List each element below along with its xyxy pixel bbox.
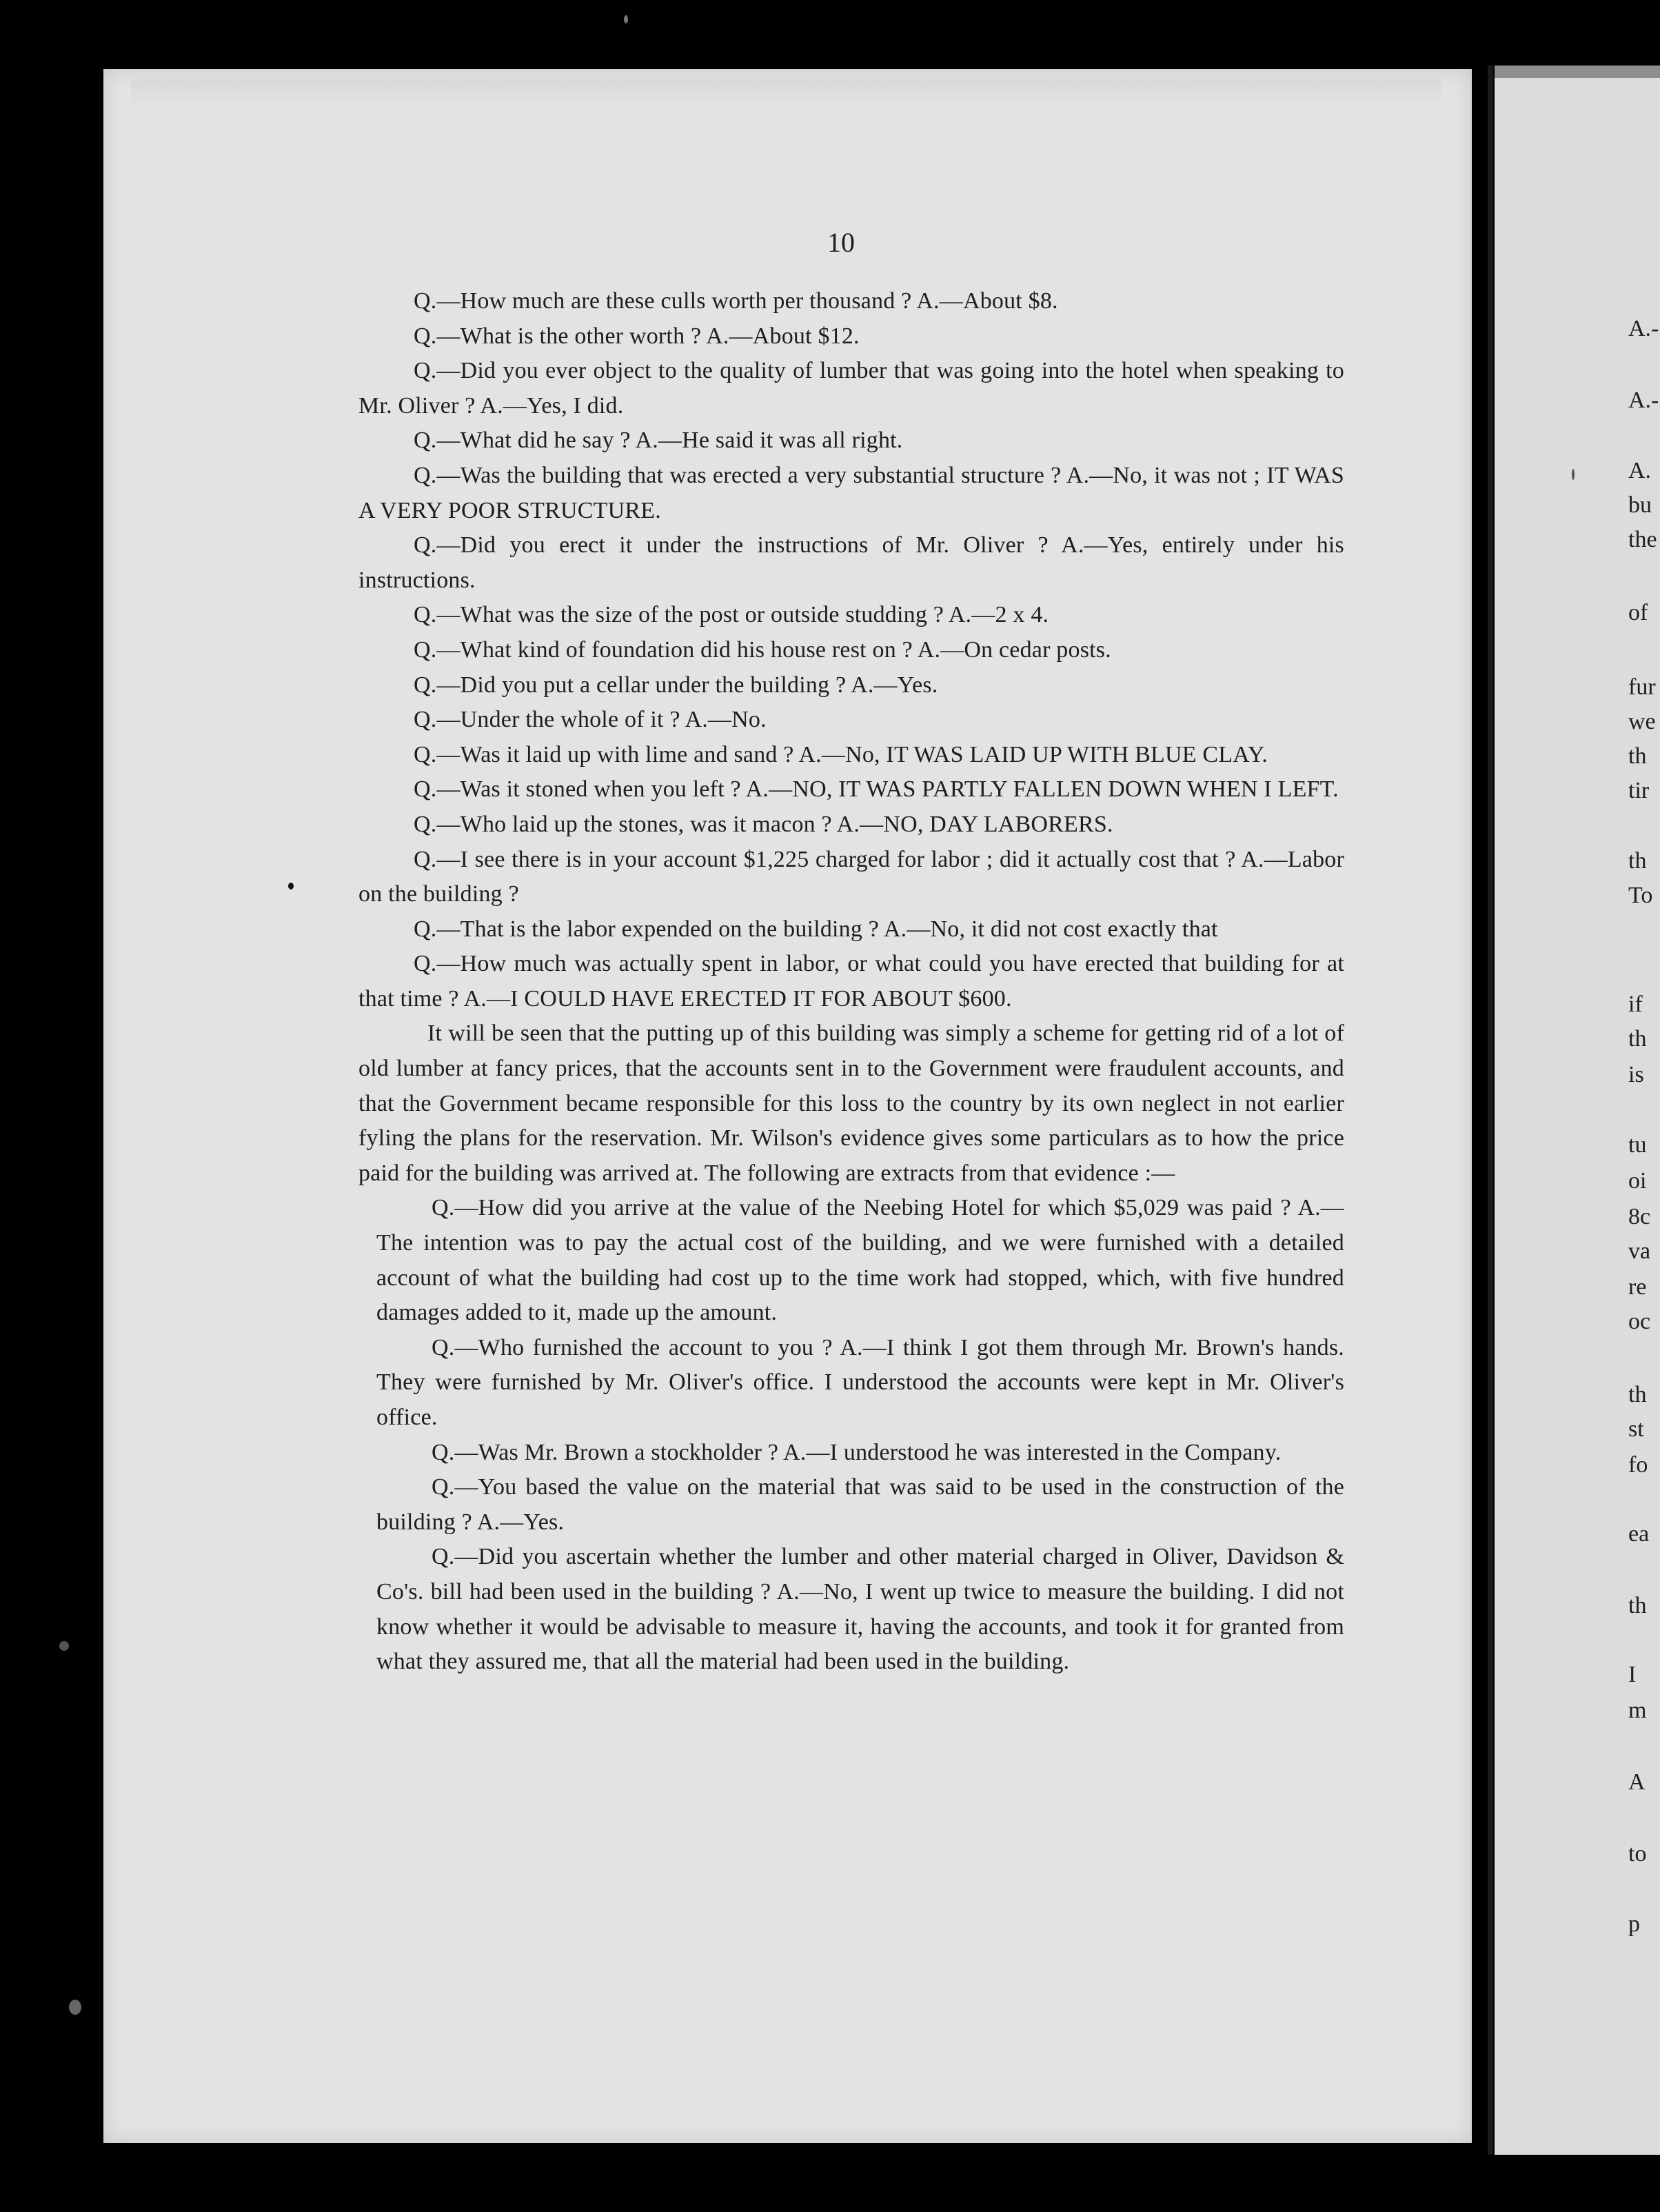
adjacent-page-fragment: we: [1628, 709, 1656, 734]
page-number: 10: [827, 227, 855, 258]
adjacent-page-fragment: is: [1628, 1062, 1644, 1087]
adjacent-page-fragment: bu: [1628, 492, 1652, 518]
adjacent-page-fragment: st: [1628, 1416, 1644, 1442]
qa-paragraph: Q.—Was the building that was erected a very substantial structure ? A.—No, it was not ; IT WAS A VERY POOR STRUCTURE.: [358, 462, 1344, 523]
page-gutter-divider: [1488, 66, 1493, 2155]
evidence-extract-paragraph: Q.—Did you ascertain whether the lumber and other material charged in Oliver, Davidson & Co's. bill had been used in the building ? A.—No, I went up twice to measure the building. I did not know whether it would be advisable to measure it, having the accounts, and took it for granted from what they assured me, that all the material had been used in the building.: [376, 1544, 1344, 1675]
evidence-extract-paragraph: Q.—How did you arrive at the value of the Neebing Hotel for which $5,029 was paid ? A.—The intention was to pay the actual cost of the building, and we were furnished with a detailed account of what the building had cost up to the time work had stopped, which, with five hundred damages added to it, made up the amount.: [376, 1195, 1344, 1326]
qa-paragraph: Q.—What is the other worth ? A.—About $12.: [414, 323, 860, 349]
qa-paragraph: Q.—What kind of foundation did his house rest on ? A.—On cedar posts.: [414, 636, 1111, 663]
adjacent-page-top-edge: [1495, 66, 1660, 78]
qa-paragraph: Q.—That is the labor expended on the building ? A.—No, it did not cost exactly that: [414, 916, 1218, 942]
qa-paragraph: Q.—Who laid up the stones, was it macon ? A.—NO, DAY LABORERS.: [414, 811, 1113, 837]
adjacent-page-fragment: To: [1628, 883, 1653, 908]
qa-paragraph: Q.—Under the whole of it ? A.—No.: [414, 707, 767, 733]
adjacent-page-fragment: fo: [1628, 1452, 1648, 1478]
qa-paragraph: Q.—Did you put a cellar under the building ? A.—Yes.: [414, 672, 938, 698]
narrative-paragraph: It will be seen that the putting up of this building was simply a scheme for getting rid of a lot of old lumber at fancy prices, that the accounts sent in to the Government were fraudulent accounts, and that the Government became responsible for this loss to the country by its own neglect in not earlier fyling the plans for the reservation. Mr. Wilson's evidence gives some particulars as to how the price paid for the building was arrived at. The following are extracts from that evidence :—: [358, 1020, 1344, 1186]
scan-speck: [624, 15, 628, 23]
adjacent-page-fragment: A.: [1628, 458, 1652, 483]
adjacent-page-fragment: A: [1628, 1769, 1646, 1795]
adjacent-page-fragment: I: [1628, 1662, 1637, 1687]
adjacent-page-fragment: th: [1628, 743, 1647, 769]
qa-paragraph: Q.—Did you erect it under the instructions of Mr. Oliver ? A.—Yes, entirely under his instructions.: [358, 532, 1344, 593]
adjacent-page-fragment: oc: [1628, 1309, 1651, 1334]
qa-paragraph: Q.—Did you ever object to the quality of lumber that was going into the hotel when speaking to Mr. Oliver ? A.—Yes, I did.: [358, 358, 1344, 419]
adjacent-page-fragment: th: [1628, 848, 1647, 874]
adjacent-page-fragment: the: [1628, 527, 1657, 552]
scan-speck: [59, 1641, 69, 1651]
qa-paragraph: Q.—Was it stoned when you left ? A.—NO, IT WAS PARTLY FALLEN DOWN WHEN I LEFT.: [414, 776, 1339, 803]
qa-paragraph: Q.—How much was actually spent in labor, or what could you have erected that building for at that time ? A.—I COULD HAVE ERECTED IT FOR ABOUT $600.: [358, 951, 1344, 1012]
evidence-extract-paragraph: Q.—You based the value on the material that was said to be used in the construction of the building ? A.—Yes.: [376, 1474, 1344, 1535]
adjacent-page-fragment: A.-: [1628, 316, 1659, 341]
qa-paragraph: Q.—What was the size of the post or outside studding ? A.—2 x 4.: [414, 602, 1049, 628]
adjacent-page-fragment: th: [1628, 1593, 1647, 1618]
adjacent-page-fragment: A.-: [1628, 388, 1659, 413]
scan-speck: [69, 2000, 81, 2015]
adjacent-page-fragment: th: [1628, 1382, 1647, 1407]
qa-paragraph: Q.—What did he say ? A.—He said it was all right.: [414, 428, 903, 454]
qa-paragraph: Q.—I see there is in your account $1,225 charged for labor ; did it actually cost that ? A.—Labor on the building ?: [358, 846, 1344, 907]
adjacent-page-fragment: p: [1628, 1911, 1640, 1937]
adjacent-page-fragment: m: [1628, 1698, 1647, 1723]
adjacent-page-fragment: va: [1628, 1238, 1651, 1264]
scan-speck: [1572, 469, 1575, 480]
adjacent-page-fragment: oi: [1628, 1168, 1647, 1194]
margin-ink-mark: [288, 883, 294, 889]
adjacent-page-fragment: to: [1628, 1841, 1647, 1867]
adjacent-page-fragment: th: [1628, 1026, 1647, 1052]
evidence-extract-paragraph: Q.—Was Mr. Brown a stockholder ? A.—I understood he was interested in the Company.: [432, 1439, 1282, 1465]
adjacent-page-fragment: fur: [1628, 674, 1656, 700]
page-body-text: [358, 284, 1344, 1680]
adjacent-page-fragment: tu: [1628, 1132, 1647, 1158]
adjacent-page-fragment: re: [1628, 1274, 1647, 1300]
adjacent-page-fragment: ea: [1628, 1521, 1650, 1547]
adjacent-page-fragment: if: [1628, 992, 1643, 1017]
qa-paragraph: Q.—How much are these culls worth per thousand ? A.—About $8.: [414, 288, 1058, 314]
evidence-extract-paragraph: Q.—Who furnished the account to you ? A.—I think I got them through Mr. Brown's hands. They were furnished by Mr. Oliver's office. I understood the accounts were kept in Mr. Oliver's office.: [376, 1334, 1344, 1430]
adjacent-page-fragment: of: [1628, 600, 1648, 625]
qa-paragraph: Q.—Was it laid up with lime and sand ? A.—No, IT WAS LAID UP WITH BLUE CLAY.: [414, 741, 1268, 767]
adjacent-page-fragment: tir: [1628, 778, 1650, 803]
page-edge-shading: [131, 79, 1441, 107]
adjacent-page-fragment: 8c: [1628, 1204, 1651, 1229]
